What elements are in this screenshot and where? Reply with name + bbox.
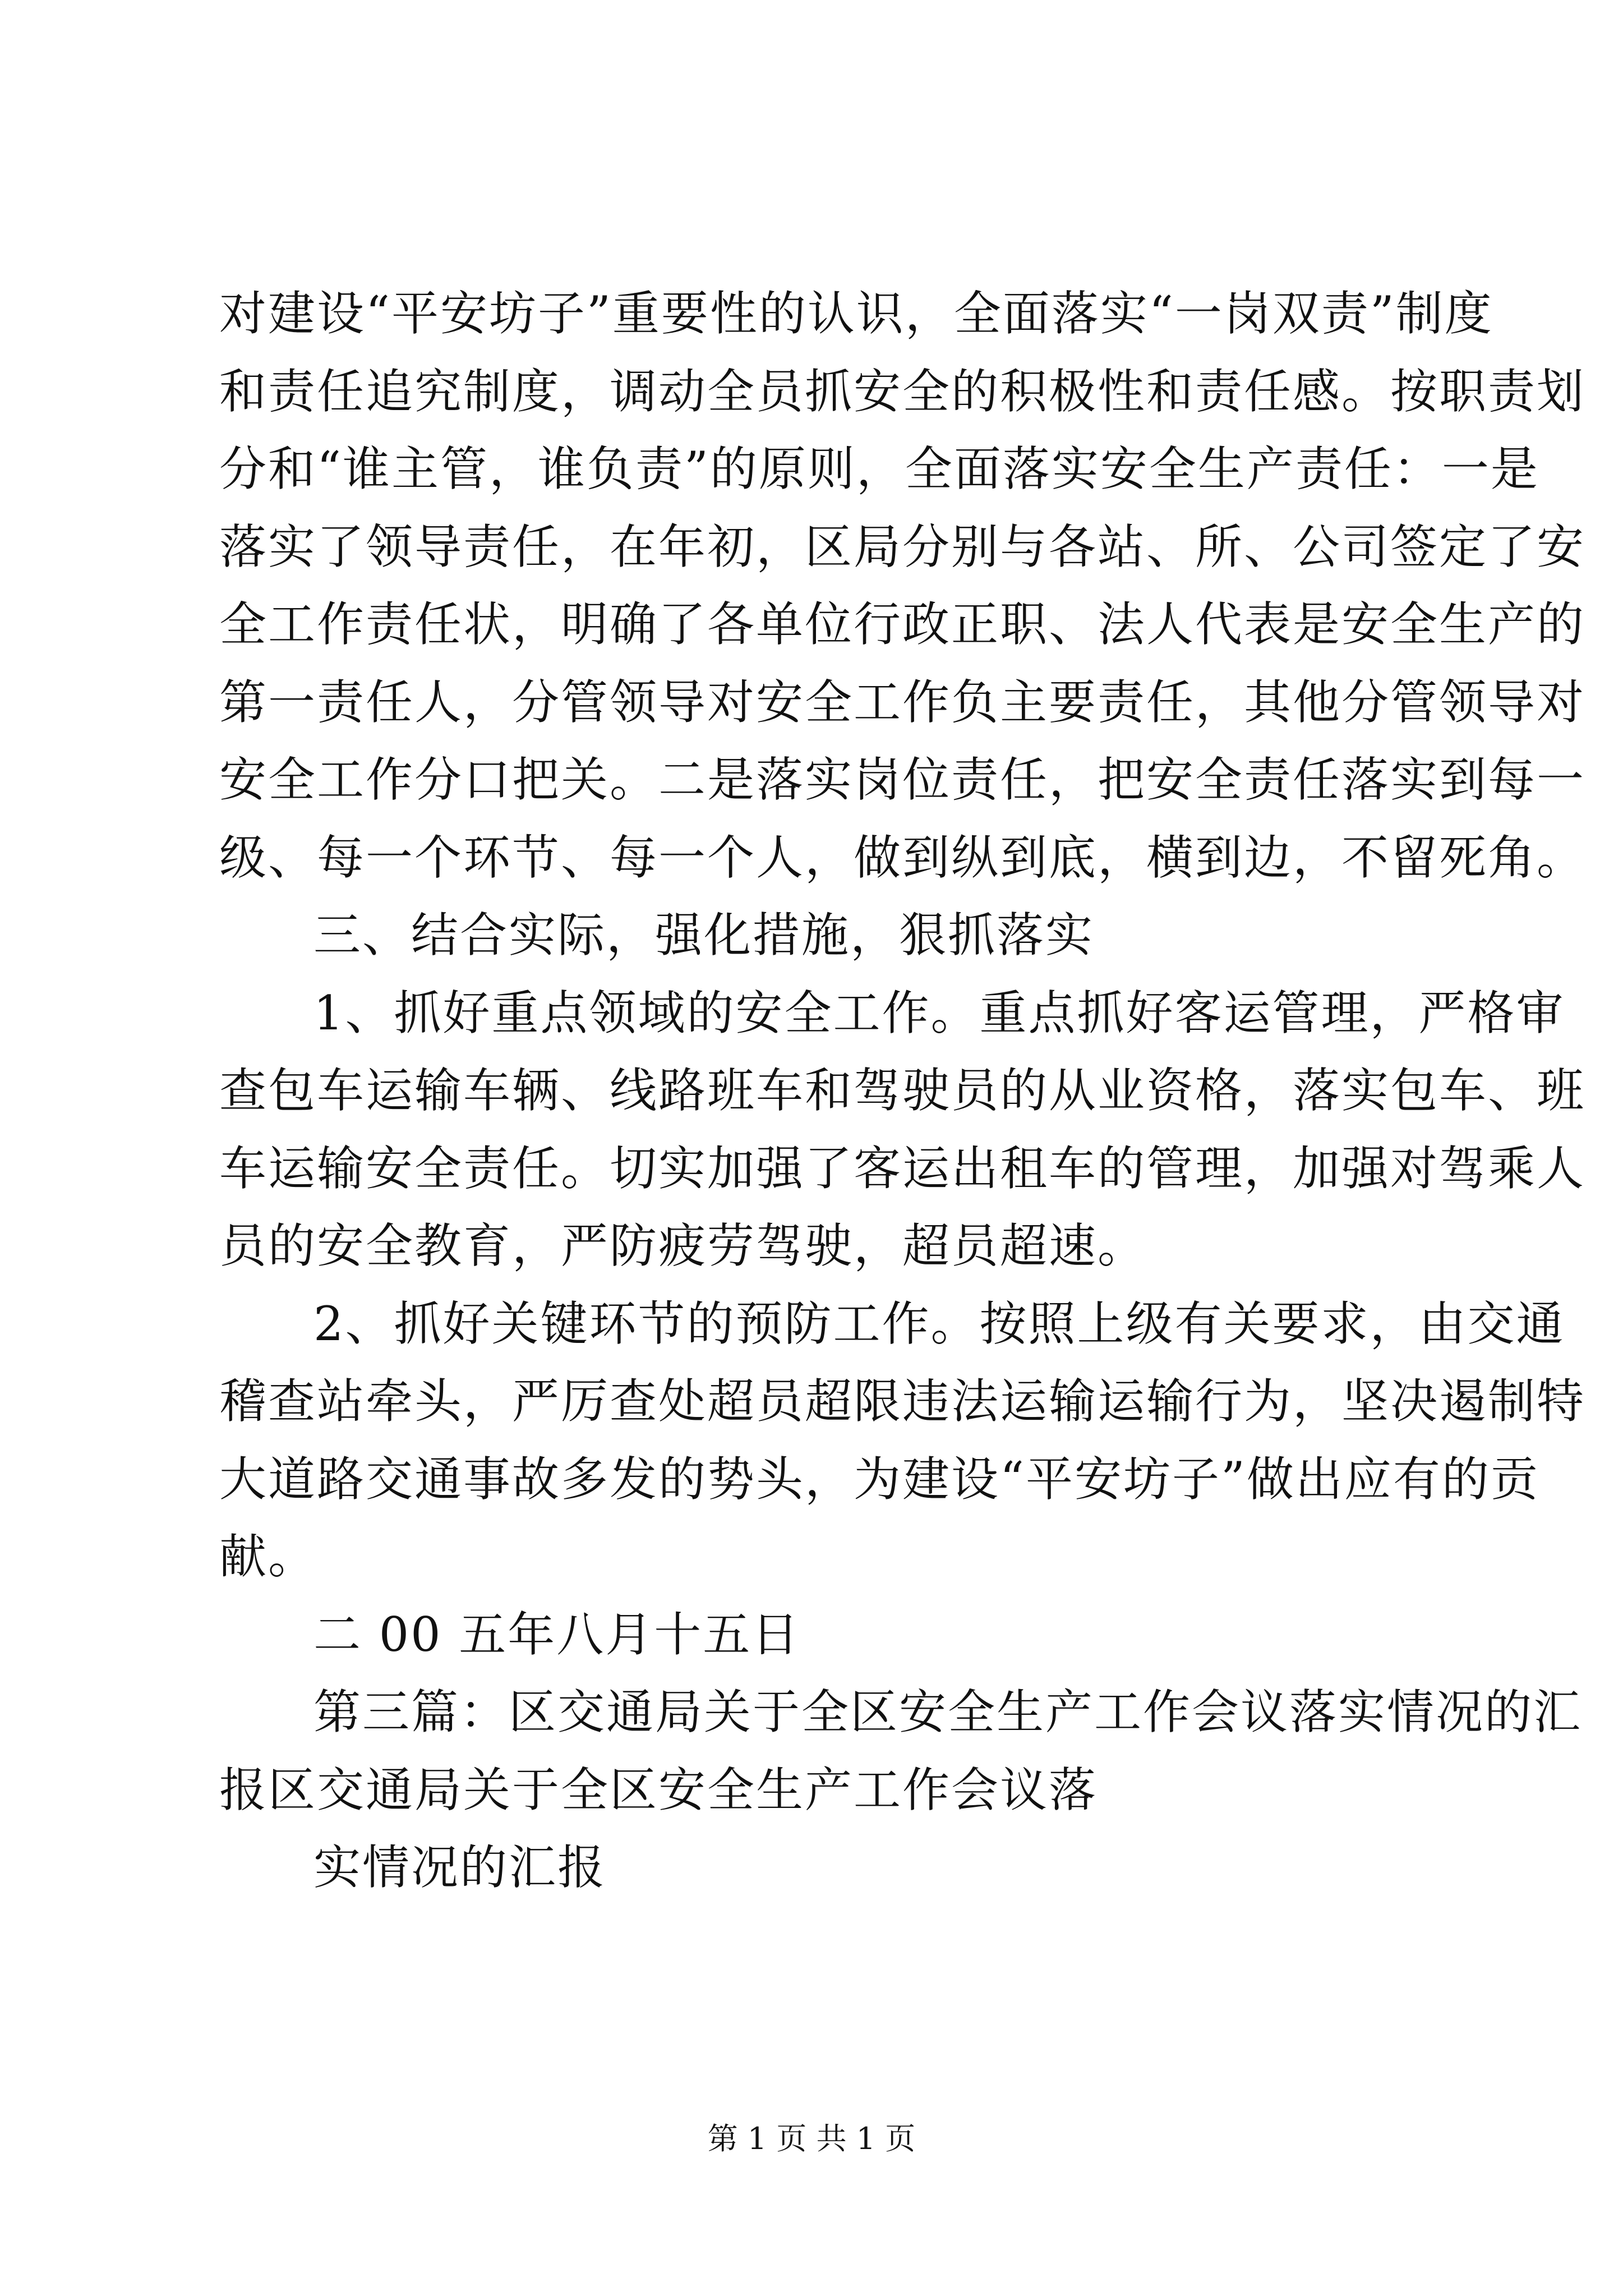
text-line: 车运输安全责任。切实加强了客运出租车的管理，加强对驾乘人	[219, 1140, 1586, 1196]
chapter-title-continued: 报区交通局关于全区安全生产工作会议落	[219, 1762, 1098, 1818]
text-line: 对建设“平安坊子”重要性的认识，全面落实“一岗双责”制度	[219, 286, 1493, 341]
page-number-footer: 第 1 页 共 1 页	[707, 2121, 916, 2156]
text-line: 和责任追究制度，调动全员抓安全的积极性和责任感。按职责划	[219, 364, 1586, 419]
text-line: 级、每一个环节、每一个人，做到纵到底，横到边，不留死角。	[219, 830, 1586, 885]
chapter-title: 第三篇：区交通局关于全区安全生产工作会议落实情况的汇	[313, 1685, 1583, 1740]
text-line: 稽查站牵头，严厉查处超员超限违法运输运输行为，坚决遏制特	[219, 1374, 1586, 1429]
text-line: 献。	[219, 1529, 317, 1584]
text-line: 2、抓好关键环节的预防工作。按照上级有关要求，由交通	[313, 1296, 1565, 1351]
text-line: 1、抓好重点领域的安全工作。重点抓好客运管理，严格审	[313, 985, 1565, 1041]
text-line: 查包车运输车辆、线路班车和驾驶员的从业资格，落实包车、班	[219, 1063, 1586, 1118]
date-line: 二 00 五年八月十五日	[313, 1607, 801, 1662]
document-body	[219, 275, 1586, 1907]
text-line: 大道路交通事故多发的势头，为建设“平安坊子”做出应有的贡	[219, 1451, 1539, 1507]
text-line: 全工作责任状，明确了各单位行政正职、法人代表是安全生产的	[219, 597, 1586, 652]
text-line: 落实了领导责任，在年初，区局分别与各站、所、公司签定了安	[219, 519, 1586, 574]
section-heading: 三、结合实际，强化措施，狠抓落实	[313, 908, 1095, 963]
text-line: 第一责任人，分管领导对安全工作负主要责任，其他分管领导对	[219, 674, 1586, 730]
chapter-title-continued: 实情况的汇报	[313, 1840, 607, 1895]
text-line: 员的安全教育，严防疲劳驾驶，超员超速。	[219, 1218, 1147, 1273]
text-line: 分和“谁主管，谁负责”的原则，全面落实安全生产责任：一是	[219, 441, 1539, 496]
text-line: 安全工作分口把关。二是落实岗位责任，把安全责任落实到每一	[219, 752, 1586, 807]
